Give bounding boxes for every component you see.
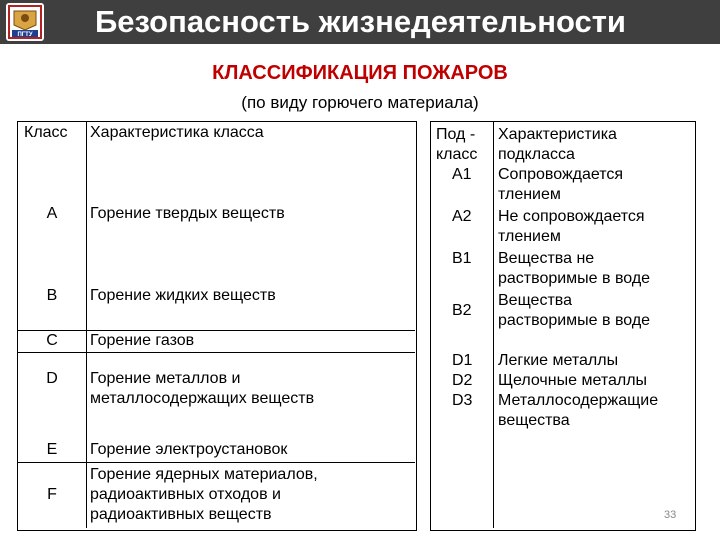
class-cell: F bbox=[47, 486, 57, 503]
university-logo bbox=[6, 3, 44, 41]
subclass-characteristic-line: Легкие металлы bbox=[498, 352, 619, 369]
subclass-cell: B2 bbox=[452, 302, 472, 319]
header-class: Класс bbox=[24, 124, 68, 141]
subclass-characteristic-line: Металлосодержащие bbox=[498, 392, 659, 409]
logo-text: ПГТУ bbox=[17, 32, 33, 38]
class-characteristic-line: радиоактивных веществ bbox=[90, 506, 272, 523]
header-characteristic: Характеристика класса bbox=[90, 124, 264, 141]
subclass-cell: A2 bbox=[452, 208, 472, 225]
subclass-cell: B1 bbox=[452, 250, 472, 267]
subclass-cell: D1 bbox=[452, 352, 473, 369]
header-subclass: класс bbox=[436, 146, 478, 163]
subclass-characteristic-line: Вещества bbox=[498, 292, 572, 309]
subclass-characteristic-line: тлением bbox=[498, 186, 561, 203]
class-characteristic-line: радиоактивных отходов и bbox=[90, 486, 281, 503]
slide-title: КЛАССИФИКАЦИЯ ПОЖАРОВ bbox=[212, 62, 508, 84]
header-bar bbox=[0, 0, 720, 44]
header-subclass: Под - bbox=[436, 126, 476, 143]
class-cell: D bbox=[46, 370, 58, 387]
class-cell: C bbox=[46, 332, 58, 349]
class-cell: A bbox=[46, 205, 58, 222]
subclass-characteristic-line: тлением bbox=[498, 228, 561, 245]
classes-table-divider bbox=[86, 122, 87, 528]
subclass-cell: D3 bbox=[452, 392, 473, 409]
class-cell: E bbox=[46, 441, 58, 458]
class-characteristic-line: металлосодержащих веществ bbox=[90, 390, 315, 407]
subclass-characteristic-line: Сопровождается bbox=[498, 166, 624, 183]
subclasses-table-divider bbox=[493, 122, 494, 528]
header-subclass-characteristic: Характеристика bbox=[498, 126, 617, 143]
class-characteristic: Горение электроустановок bbox=[90, 441, 288, 458]
subclass-characteristic-line: Щелочные металлы bbox=[498, 372, 648, 389]
class-characteristic: Горение твердых веществ bbox=[90, 205, 285, 222]
subclass-cell: D2 bbox=[452, 372, 473, 389]
subclass-characteristic-line: растворимые в воде bbox=[498, 312, 651, 329]
slide-subtitle: (по виду горючего материала) bbox=[241, 93, 479, 112]
class-cell: B bbox=[46, 287, 58, 304]
class-characteristic-line: Горение ядерных материалов, bbox=[90, 466, 318, 483]
header-subclass-characteristic: подкласса bbox=[498, 146, 575, 163]
class-characteristic: Горение газов bbox=[90, 332, 195, 349]
subclass-characteristic-line: Вещества не bbox=[498, 250, 595, 267]
row-separator bbox=[18, 462, 415, 463]
subclass-cell: A1 bbox=[452, 166, 472, 183]
subclass-characteristic-line: Не сопровождается bbox=[498, 208, 645, 225]
row-separator bbox=[18, 352, 415, 353]
subclass-characteristic-line: вещества bbox=[498, 412, 570, 429]
class-characteristic: Горение жидких веществ bbox=[90, 287, 276, 304]
subclass-characteristic-line: растворимые в воде bbox=[498, 270, 651, 287]
page-header-title: Безопасность жизнедеятельности bbox=[95, 4, 626, 39]
class-characteristic-line: Горение металлов и bbox=[90, 370, 241, 387]
page-number: 33 bbox=[664, 509, 677, 521]
